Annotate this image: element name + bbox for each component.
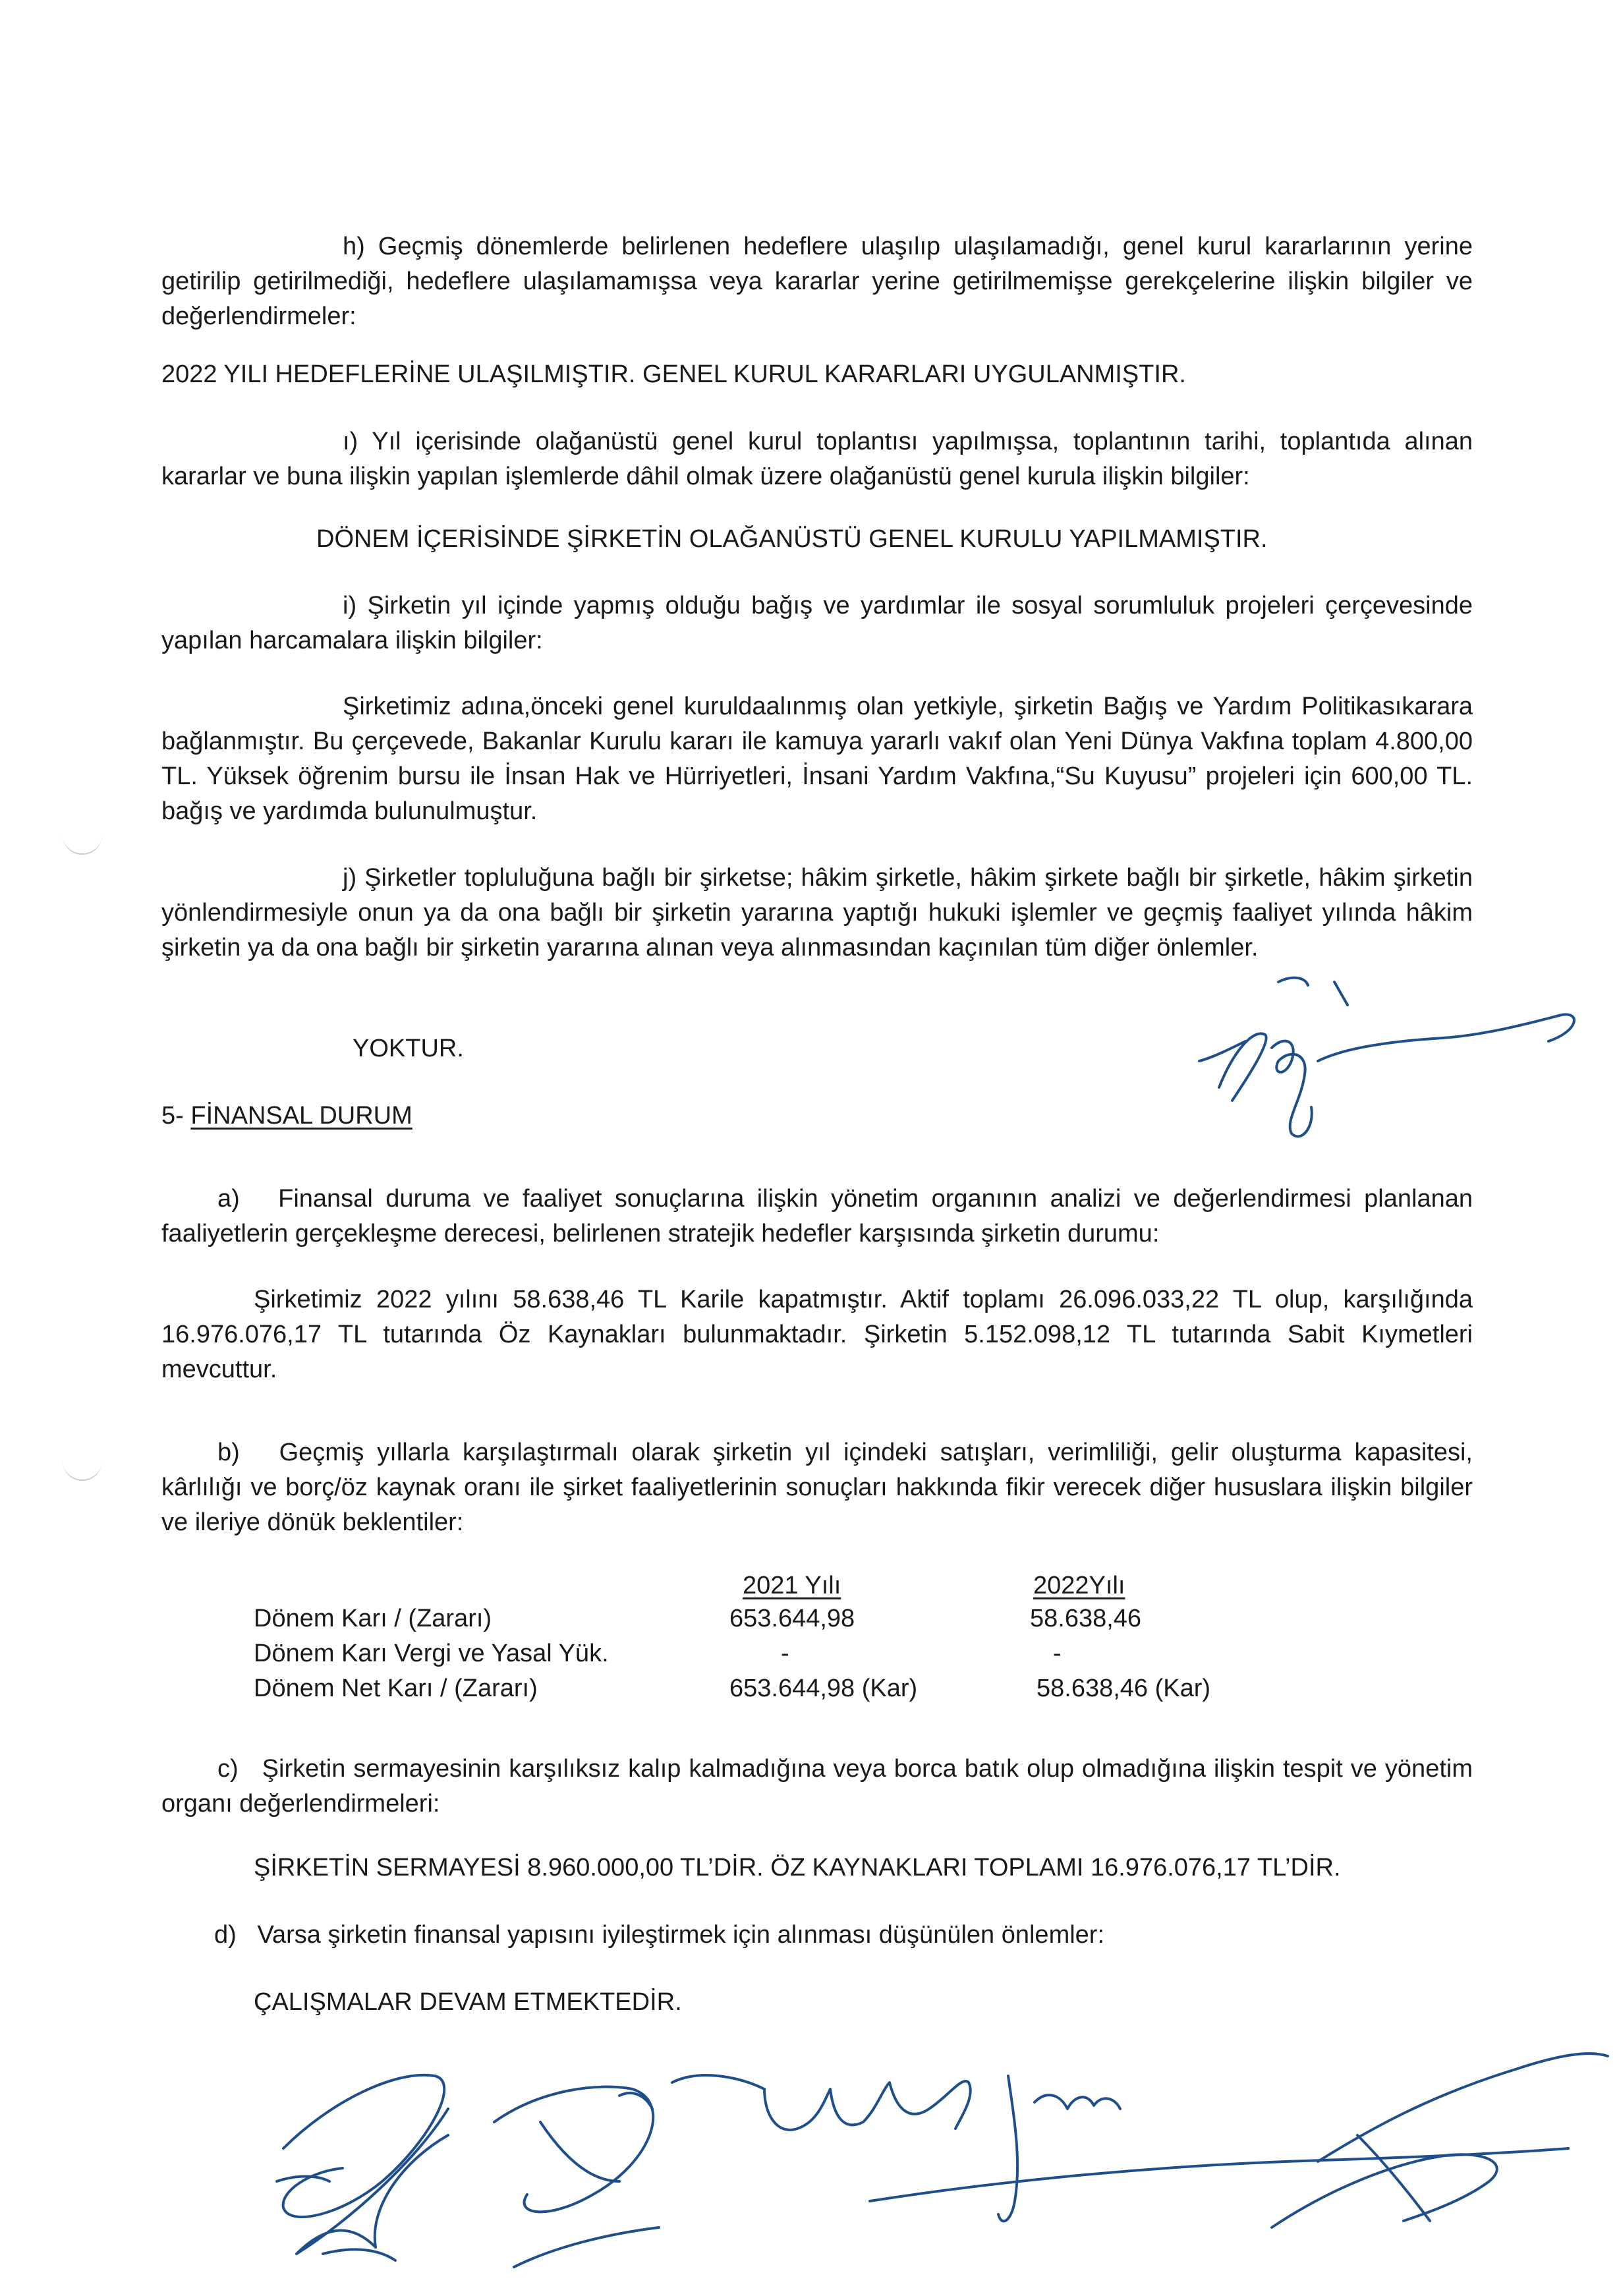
section-h-heading: h) Geçmiş dönemlerde belirlenen hedeflere ulaşılıp ulaşılamadığı, genel kurul kararlarının yerine getirilip getirilmediği, hedeflere ulaşılamamışsa veya kararlar yerine getirilmemişse gerekçelerine ilişkin bilgiler ve değerlendirmeler: (161, 233, 1473, 330)
table-row-label: Dönem Net Karı / (Zararı) (254, 1675, 538, 1702)
table-header-2021: 2021 Yılı (743, 1572, 841, 1599)
table-cell-2022: - (1053, 1640, 1062, 1667)
section-i-heading: i) Şirketin yıl içinde yapmış olduğu bağış ve yardımlar ile sosyal sorumluluk projeleri çerçevesinde yapılan harcamalara ilişkin bilgiler: (161, 592, 1473, 654)
section-a-answer: Şirketimiz 2022 yılını 58.638,46 TL Karile kapatmıştır. Aktif toplamı 26.096.033,22 TL olup, karşılığında 16.976.076,17 TL tutarında Öz Kaynakları bulunmaktadır. Şirketin 5.152.098,12 TL tutarında Sabit Kıymetleri mevcuttur. (161, 1286, 1473, 1383)
section-i-dotless-answer: DÖNEM İÇERİSİNDE ŞİRKETİN OLAĞANÜSTÜ GENEL KURULU YAPILMAMIŞTIR. (316, 525, 1268, 553)
section-j-answer: YOKTUR. (353, 1035, 464, 1062)
table-row-label: Dönem Karı Vergi ve Yasal Yük. (254, 1640, 609, 1667)
section-5-title: 5- FİNANSAL DURUM (161, 1102, 412, 1130)
table-header-2022: 2022Yılı (1033, 1572, 1125, 1599)
table-cell-2021: 653.644,98 (Kar) (729, 1675, 918, 1702)
table-row-label: Dönem Karı / (Zararı) (254, 1605, 492, 1632)
signature-top (1193, 969, 1588, 1140)
section-c-answer: ŞİRKETİN SERMAYESİ 8.960.000,00 TL’DİR. ÖZ KAYNAKLARI TOPLAMI 16.976.076,17 TL’DİR. (254, 1854, 1341, 1881)
section-d-heading: d) Varsa şirketin finansal yapısını iyileştirmek için alınması düşünülen önlemler: (214, 1921, 1105, 1949)
table-cell-2022: 58.638,46 (Kar) (1037, 1675, 1211, 1702)
table-cell-2021: - (781, 1640, 789, 1667)
scan-mark (63, 1460, 102, 1481)
section-h-answer: 2022 YILI HEDEFLERİNE ULAŞILMIŞTIR. GENEL KURUL KARARLARI UYGULANMIŞTIR. (161, 360, 1186, 388)
section-a-heading: a) Finansal duruma ve faaliyet sonuçlarına ilişkin yönetim organının analizi ve değerlendirmesi planlanan faaliyetlerin gerçekleşme derecesi, belirlenen stratejik hedefler karşısında şirketin durumu: (161, 1185, 1473, 1248)
section-c-heading: c) Şirketin sermayesinin karşılıksız kalıp kalmadığına veya borca batık olup olmadığına ilişkin tespit ve yönetim organı değerlendirmeleri: (161, 1755, 1473, 1818)
table-cell-2022: 58.638,46 (1030, 1605, 1142, 1632)
section-i-answer: Şirketimiz adına,önceki genel kuruldaalınmış olan yetkiyle, şirketin Bağış ve Yardım Politikasıkarara bağlanmıştır. Bu çerçevede, Bakanlar Kurulu kararı ile kamuya yararlı vakıf olan Yeni Dünya Vakfına toplam 4.800,00 TL. Yüksek öğrenim bursu ile İnsan Hak ve Hürriyetleri, İnsani Yardım Vakfına,“Su Kuyusu” projeleri için 600,00 TL. bağış ve yardımda bulunulmuştur. (161, 693, 1473, 825)
scan-mark (63, 834, 102, 855)
section-j-heading: j) Şirketler topluluğuna bağlı bir şirketse; hâkim şirketle, hâkim şirkete bağlı bir şirketle, hâkim şirketin yönlendirmesiyle onun ya da ona bağlı bir şirketin yararına yaptığı hukuki işlemler ve geçmiş faaliyet yılında hâkim şirketin ya da ona bağlı bir şirketin yararına alınan veya alınmasından kaçınılan tüm diğer önlemler. (161, 864, 1473, 961)
signatures-bottom (198, 2030, 1614, 2293)
section-i-dotless-heading: ı) Yıl içerisinde olağanüstü genel kurul toplantısı yapılmışsa, toplantının tarihi, toplantıda alınan kararlar ve buna ilişkin yapılan işlemlerde dâhil olmak üzere olağanüstü genel kurula ilişkin bilgiler: (161, 428, 1473, 490)
section-b-heading: b) Geçmiş yıllarla karşılaştırmalı olarak şirketin yıl içindeki satışları, verimliliği, gelir oluşturma kapasitesi, kârlılığı ve borç/öz kaynak oranı ile şirket faaliyetlerinin sonuçları hakkında fikir verecek diğer hususlara ilişkin bilgiler ve ileriye dönük beklentiler: (161, 1439, 1473, 1536)
section-d-answer: ÇALIŞMALAR DEVAM ETMEKTEDİR. (254, 1988, 682, 2016)
table-cell-2021: 653.644,98 (729, 1605, 855, 1632)
